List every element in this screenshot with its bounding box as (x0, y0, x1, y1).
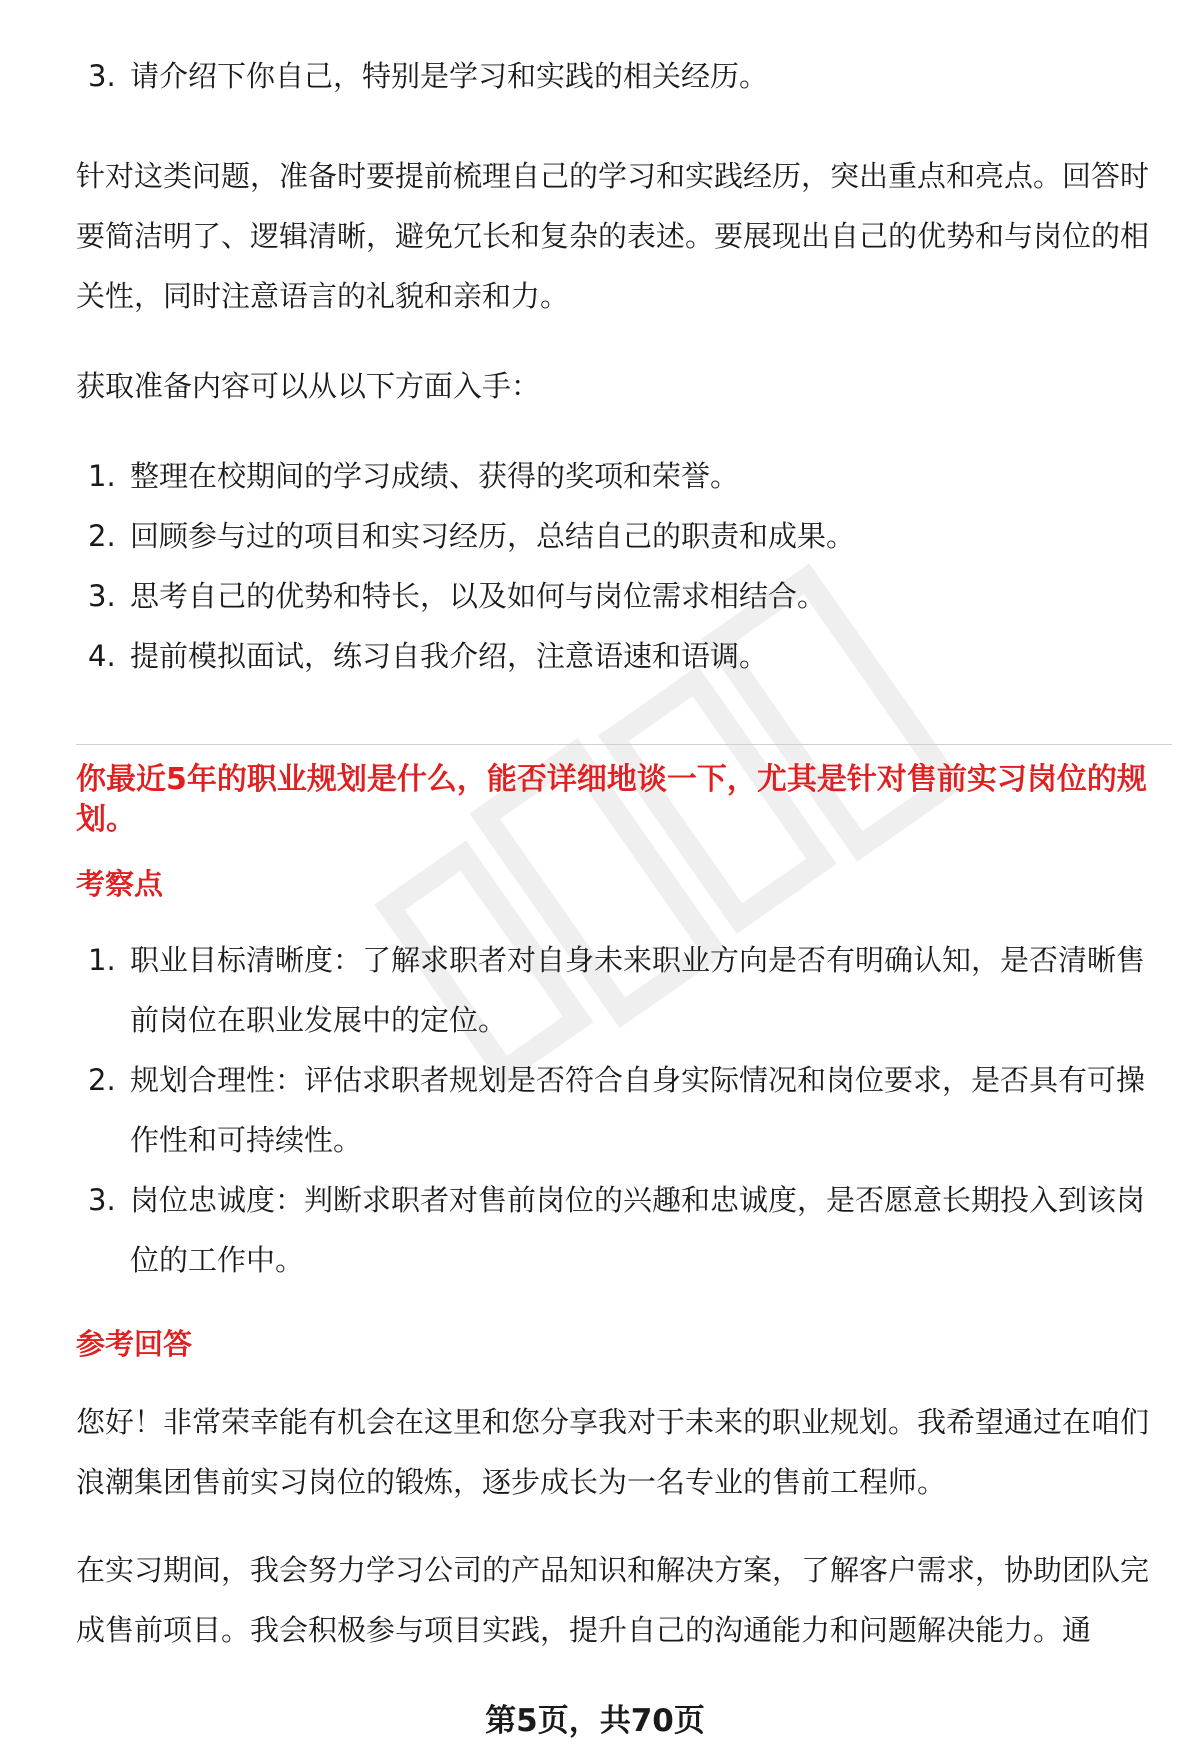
prep-intro: 获取准备内容可以从以下方面入手： (76, 369, 541, 403)
page-footer: 第5页，共70页 (485, 1703, 705, 1739)
list-item (76, 1050, 1166, 1170)
list-text: 整理在校期间的学习成绩、获得的奖项和荣誉。 (130, 459, 740, 493)
points-heading: 考察点 (76, 867, 164, 901)
list-item (76, 566, 1166, 626)
list-item (76, 506, 1166, 566)
answer-paragraph: 在实习期间，我会努力学习公司的产品知识和解决方案，了解客户需求，协助团队完成售前项目。我会积极参与项目实践，提升自己的沟通能力和问题解决能力。通 (76, 1553, 1150, 1647)
list-text: 思考自己的优势和特长，以及如何与岗位需求相结合。 (130, 579, 827, 613)
section-divider (76, 744, 1172, 745)
list-number: 2. (88, 519, 116, 553)
list-item (76, 930, 1166, 1050)
points-list (76, 930, 1166, 1290)
list-number: 4. (88, 639, 116, 673)
list-text: 规划合理性：评估求职者规划是否符合自身实际情况和岗位要求，是否具有可操作性和可持续性。 (130, 1063, 1146, 1157)
list-text: 岗位忠诚度：判断求职者对售前岗位的兴趣和忠诚度，是否愿意长期投入到该岗位的工作中。 (130, 1183, 1146, 1277)
list-item (76, 626, 1166, 686)
question-heading: 你最近5年的职业规划是什么，能否详细地谈一下，尤其是针对售前实习岗位的规划。 (76, 762, 1147, 837)
list-text: 提前模拟面试，练习自我介绍，注意语速和语调。 (130, 639, 769, 673)
answer-paragraph: 您好！非常荣幸能有机会在这里和您分享我对于未来的职业规划。我希望通过在咱们浪潮集团售前实习岗位的锻炼，逐步成长为一名专业的售前工程师。 (76, 1405, 1150, 1499)
answer-heading: 参考回答 (76, 1327, 193, 1361)
top-list (76, 46, 1166, 106)
list-item (76, 46, 1166, 106)
list-item (76, 1170, 1166, 1290)
list-number: 3. (88, 579, 116, 613)
prep-list (76, 446, 1166, 686)
list-number: 1. (88, 459, 116, 493)
advice-paragraph: 针对这类问题，准备时要提前梳理自己的学习和实践经历，突出重点和亮点。回答时要简洁明了、逻辑清晰，避免冗长和复杂的表述。要展现出自己的优势和与岗位的相关性，同时注意语言的礼貌和亲和力。 (76, 159, 1150, 313)
list-number: 3. (88, 59, 116, 93)
list-text: 职业目标清晰度：了解求职者对自身未来职业方向是否有明确认知，是否清晰售前岗位在职业发展中的定位。 (130, 943, 1146, 1037)
list-number: 1. (88, 943, 116, 977)
list-item (76, 446, 1166, 506)
list-number: 3. (88, 1183, 116, 1217)
list-text: 请介绍下你自己，特别是学习和实践的相关经历。 (130, 59, 769, 93)
list-number: 2. (88, 1063, 116, 1097)
list-text: 回顾参与过的项目和实习经历，总结自己的职责和成果。 (130, 519, 856, 553)
